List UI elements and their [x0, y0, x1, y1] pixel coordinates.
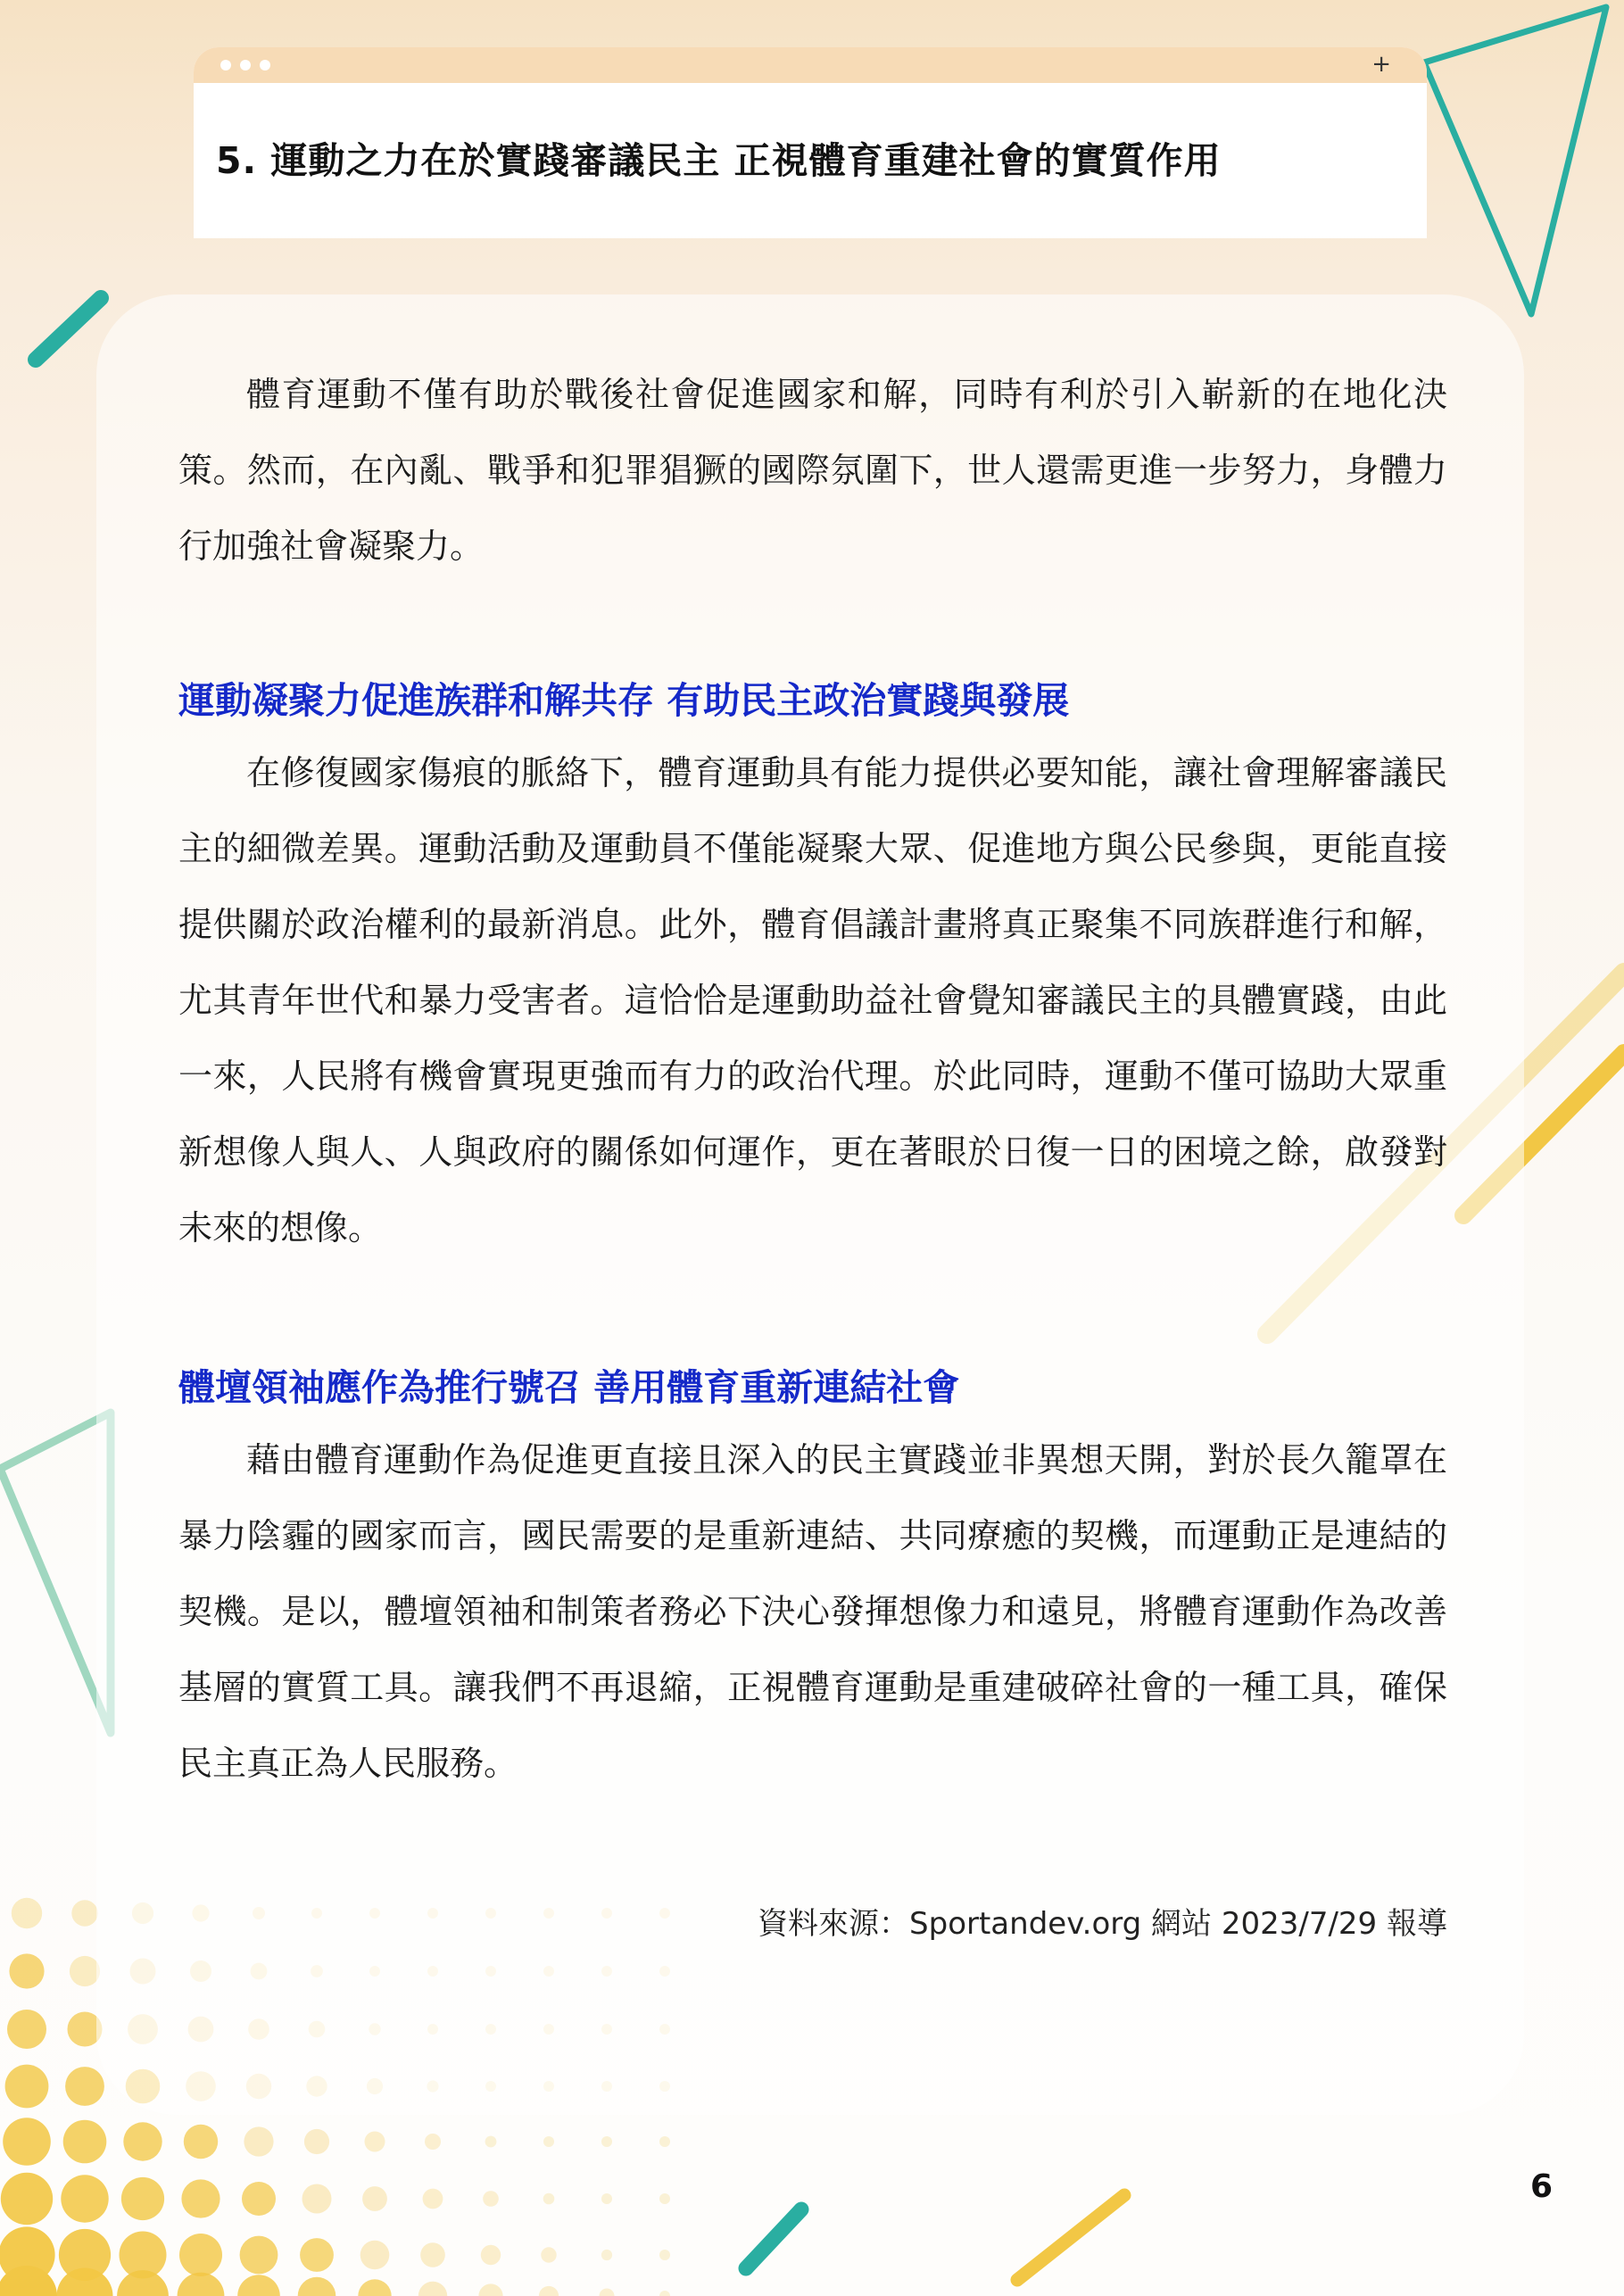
- halftone-dot: [360, 2241, 390, 2270]
- window-dot-icon: [220, 60, 231, 70]
- halftone-dot: [71, 1900, 97, 1926]
- halftone-dot: [181, 2179, 220, 2217]
- halftone-dot: [539, 2286, 559, 2296]
- halftone-dot: [420, 2242, 445, 2267]
- halftone-dot: [7, 2010, 46, 2049]
- title-window: [194, 47, 1427, 238]
- halftone-dot: [543, 2136, 554, 2147]
- halftone-dot: [63, 2120, 107, 2164]
- halftone-dot: [70, 1956, 100, 1986]
- halftone-dot: [659, 2291, 670, 2296]
- halftone-dot: [9, 1953, 44, 1988]
- halftone-dot: [244, 2126, 273, 2156]
- halftone-dot: [481, 2245, 501, 2265]
- halftone-dot: [485, 2136, 497, 2148]
- halftone-dot: [600, 2289, 615, 2296]
- page-title: 5. 運動之力在於實踐審議民主 正視體育重建社會的實質作用: [216, 139, 1222, 182]
- halftone-dot: [121, 2177, 164, 2220]
- halftone-dot: [365, 2132, 385, 2152]
- section-paragraph-2: 藉由體育運動作為促進更直接且深入的民主實踐並非異想天開，對於長久籠罩在暴力陰霾的國家而言，國民需要的是重新連結、共同療癒的契機，而運動正是連結的契機。是以，體壇領袖和制策者務必下決心發揮想像力和遠見，將體育運動作為改善基層的實質工具。讓我們不再退縮，正視體育運動是重建破碎社會的一種工具，確保民主真正為人民服務。: [178, 1440, 1447, 1783]
- window-title-bar: [194, 47, 1427, 83]
- halftone-dot: [300, 2238, 334, 2272]
- halftone-dot: [659, 2250, 670, 2260]
- plus-icon: +: [1371, 51, 1391, 78]
- page-number: 6: [1529, 2168, 1553, 2205]
- halftone-dot: [184, 2125, 218, 2159]
- teal-stroke-decoration-bottom: [746, 2209, 801, 2268]
- teal-stroke-decoration: [36, 298, 101, 360]
- halftone-dot: [240, 2236, 278, 2275]
- halftone-dot: [358, 2279, 391, 2296]
- yellow-stroke-decoration-bottom: [1017, 2195, 1124, 2280]
- halftone-dot: [237, 2275, 280, 2296]
- halftone-dot: [478, 2284, 502, 2296]
- halftone-dot: [1, 2173, 53, 2225]
- intro-paragraph: 體育運動不僅有助於戰後社會促進國家和解，同時有利於引入嶄新的在地化決策。然而，在內亂、戰爭和犯罪猖獗的國際氛圍下，世人還需更進一步努力，身體力行加強社會凝聚力。: [178, 375, 1447, 566]
- halftone-dot: [5, 2065, 49, 2109]
- halftone-dot: [483, 2191, 499, 2207]
- window-dots: [220, 60, 270, 70]
- halftone-dot: [57, 2268, 113, 2296]
- halftone-dot: [123, 2122, 162, 2160]
- window-dot-icon: [260, 60, 270, 70]
- halftone-dot: [65, 2067, 104, 2106]
- window-dot-icon: [240, 60, 251, 70]
- halftone-dot: [3, 2118, 51, 2166]
- halftone-dot: [543, 2193, 555, 2205]
- section-heading-2: 體壇領袖應作為推行號召 善用體育重新連結社會: [178, 1366, 960, 1409]
- halftone-dot: [423, 2189, 443, 2209]
- halftone-dot: [659, 2193, 670, 2204]
- halftone-dot: [601, 2136, 612, 2147]
- teal-triangle-decoration: [1424, 7, 1606, 314]
- mint-triangle-decoration: [0, 1413, 111, 1733]
- halftone-dot: [302, 2184, 332, 2214]
- halftone-dot: [425, 2134, 441, 2150]
- halftone-dot: [362, 2186, 387, 2211]
- halftone-dot: [418, 2282, 447, 2296]
- halftone-dot: [601, 2250, 612, 2260]
- halftone-dot: [298, 2277, 336, 2296]
- halftone-dot: [304, 2129, 329, 2154]
- source-citation: 資料來源：Sportandev.org 網站 2023/7/29 報導: [758, 1906, 1447, 1942]
- halftone-dot: [61, 2175, 108, 2222]
- section-heading-1: 運動凝聚力促進族群和解共存 有助民主政治實踐與發展: [178, 679, 1070, 722]
- halftone-dot: [601, 2193, 612, 2204]
- section-paragraph-1: 在修復國家傷痕的脈絡下，體育運動具有能力提供必要知能，讓社會理解審議民主的細微差異。運動活動及運動員不僅能凝聚大眾、促進地方與公民參與，更能直接提供關於政治權利的最新消息。此外，體育倡議計畫將真正聚集不同族群進行和解，尤其青年世代和暴力受害者。這恰恰是運動助益社會覺知審議民主的具體實踐，由此一來，人民將有機會實現更強而有力的政治代理。於此同時，運動不僅可協助大眾重新想像人與人、人與政府的關係如何運作，更在著眼於日復一日的困境之餘，啟發對未來的想像。: [178, 753, 1447, 1247]
- halftone-dot: [178, 2273, 225, 2296]
- halftone-dot: [12, 1898, 42, 1928]
- halftone-dot: [541, 2247, 556, 2262]
- halftone-dot: [242, 2182, 276, 2216]
- halftone-dot: [117, 2270, 169, 2296]
- halftone-dot: [179, 2234, 222, 2276]
- halftone-dot: [659, 2136, 670, 2147]
